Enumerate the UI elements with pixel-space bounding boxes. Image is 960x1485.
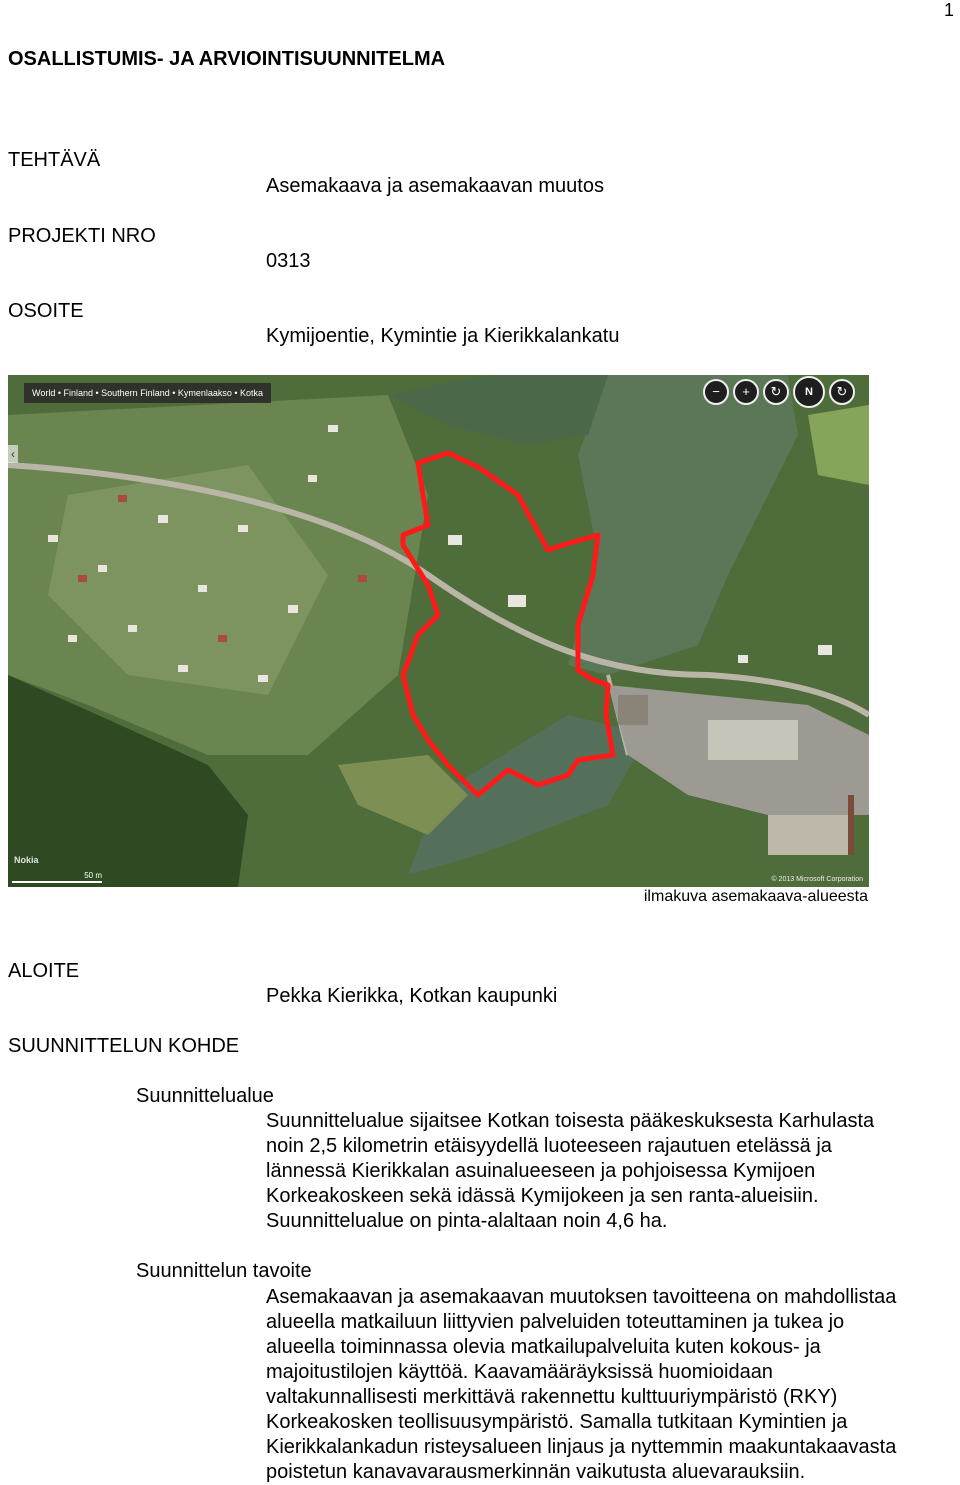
compass-icon[interactable]: N [793,376,825,408]
paragraph-line: Asemakaavan ja asemakaavan muutoksen tavoitteena on mahdollistaa [266,1286,897,1308]
project-label: PROJEKTI NRO [8,225,156,247]
paragraph-line: lännessä Kierikkalan asuinalueeseen ja pohjoisessa Kymijoen [266,1160,816,1182]
paragraph-line: Suunnittelualue on pinta-alaltaan noin 4,6 ha. [266,1210,668,1232]
initiator-label: ALOITE [8,960,80,982]
paragraph-line: Kierikkalankadun risteysalueen linjaus ja nyttemmin maakuntakaavasta [266,1436,897,1458]
goal-description [266,1285,956,1485]
map-copyright: © 2013 Microsoft Corporation [771,876,863,883]
project-value: 0313 [266,250,311,272]
paragraph-line: valtakunnallisesti merkittävä rakennettu kulttuuriympäristö (RKY) [266,1386,838,1408]
address-label: OSOITE [8,300,84,322]
document-title: OSALLISTUMIS- JA ARVIOINTISUUNNITELMA [8,48,446,70]
task-value: Asemakaava ja asemakaavan muutos [266,175,604,197]
chevron-left-icon[interactable]: ‹ [8,445,18,463]
map-controls [703,379,855,408]
page-number: 1 [943,0,954,20]
aerial-map [8,375,869,887]
aerial-photo [8,375,869,887]
paragraph-line: poistetun kanavavarausmerkinnän vaikutusta aluevarauksiin. [266,1461,806,1483]
goal-heading: Suunnittelun tavoite [136,1260,312,1282]
map-breadcrumb[interactable]: World • Finland • Southern Finland • Kymenlaakso • Kotka [24,383,271,403]
subject-label: SUUNNITTELUN KOHDE [8,1035,240,1057]
paragraph-line: Korkeakoskeen sekä idässä Kymijokeen ja sen ranta-alueisiin. [266,1185,819,1207]
area-description [266,1109,956,1234]
paragraph-line: Suunnittelualue sijaitsee Kotkan toisesta pääkeskuksesta Karhulasta [266,1110,875,1132]
map-caption: ilmakuva asemakaava-alueesta [643,888,868,905]
paragraph-line: majoitustilojen käyttöä. Kaavamääräyksissä huomioidaan [266,1361,773,1383]
map-scale-bar: 50 m [12,871,102,883]
paragraph-line: alueella toiminnassa olevia matkailupalveluita kuten kokous- ja [266,1336,821,1358]
paragraph-line: noin 2,5 kilometrin etäisyydellä luoteeseen rajautuen etelässä ja [266,1135,832,1157]
map-logo: Nokia [14,855,39,865]
area-heading: Suunnittelualue [136,1085,274,1107]
rotate-right-icon[interactable]: ↻ [829,379,855,405]
paragraph-line: alueella matkailuun liittyvien palveluiden toteuttaminen ja tukea jo [266,1311,845,1333]
task-label: TEHTÄVÄ [8,149,101,171]
zoom-in-icon[interactable]: + [733,379,759,405]
paragraph-line: Korkeakosken teollisuusympäristö. Samalla tutkitaan Kymintien ja [266,1411,848,1433]
rotate-left-icon[interactable]: ↻ [763,379,789,405]
zoom-out-icon[interactable]: − [703,379,729,405]
address-value: Kymijoentie, Kymintie ja Kierikkalankatu [266,325,620,347]
initiator-value: Pekka Kierikka, Kotkan kaupunki [266,985,558,1007]
